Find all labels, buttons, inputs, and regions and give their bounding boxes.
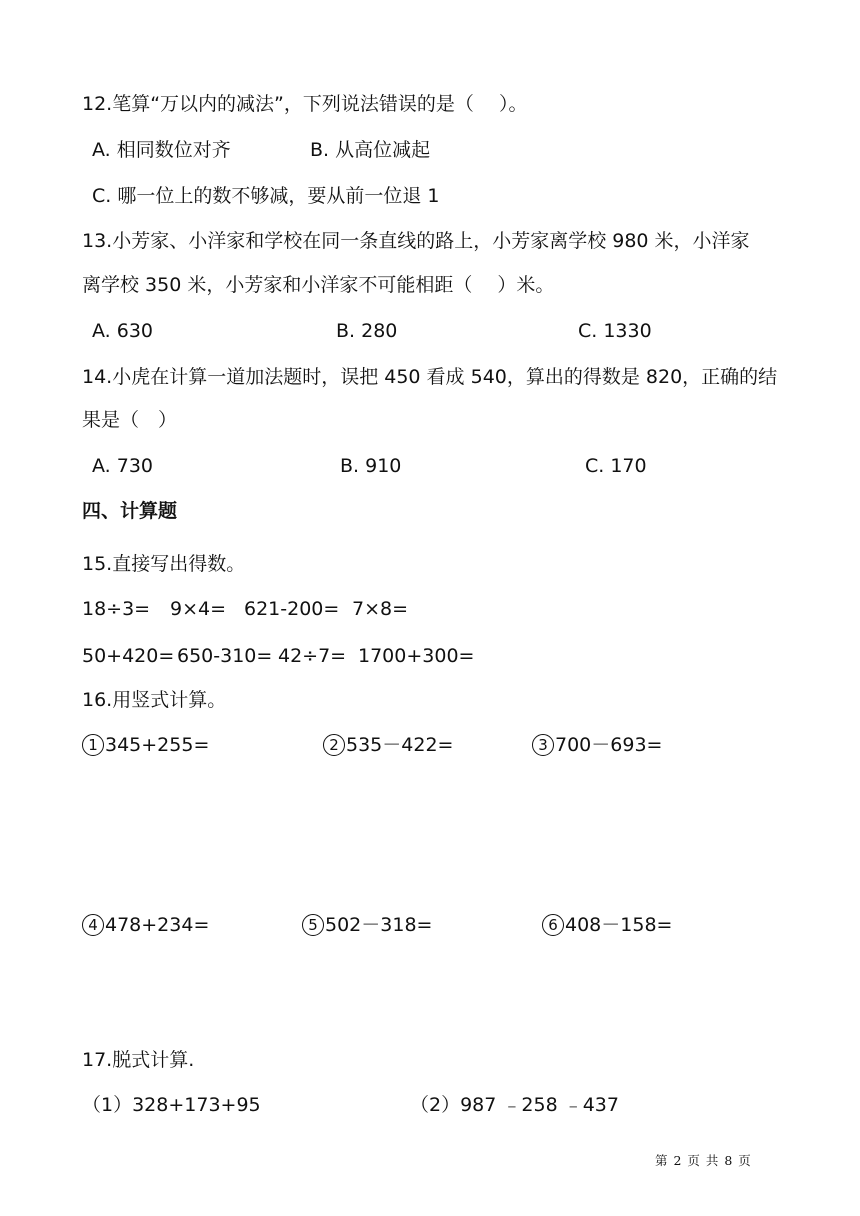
circled-number: 6 [542, 914, 564, 936]
vertical-calc-item [532, 733, 662, 757]
mental-math-item: 9×4= [170, 598, 227, 620]
step-calc-item-1: （1）328+173+95 [82, 1094, 261, 1116]
mental-math-item: 650-310= [177, 645, 273, 667]
mental-math-item: 621-200= [244, 598, 340, 620]
calc-expression: 408－158= [565, 914, 673, 936]
vertical-calc-item [82, 733, 209, 757]
question-13-option-a: A. 630 [92, 320, 154, 342]
mental-math-item: 18÷3= [82, 598, 151, 620]
circled-number: 3 [532, 734, 554, 756]
calc-expression: 478+234= [105, 914, 210, 936]
question-14-option-a: A. 730 [92, 455, 154, 477]
step-calc-item-2: （2）987 ﹣258 ﹣437 [410, 1094, 619, 1116]
mental-math-item: 42÷7= [278, 645, 347, 667]
page-number-footer: 第 2 页 共 8 页 [655, 1153, 752, 1168]
question-14-stem-line1: 14.小虎在计算一道加法题时，误把 450 看成 540，算出的得数是 820，正确的结 [82, 366, 778, 388]
mental-math-item: 50+420= [82, 645, 175, 667]
mental-math-item: 7×8= [352, 598, 409, 620]
vertical-calc-item [82, 913, 209, 937]
circled-number: 2 [323, 734, 345, 756]
vertical-calc-item [542, 913, 672, 937]
circled-number: 5 [302, 914, 324, 936]
question-16-stem: 16.用竖式计算。 [82, 689, 227, 711]
calc-expression: 345+255= [105, 734, 210, 756]
vertical-calc-item [302, 913, 432, 937]
mental-math-item: 1700+300= [358, 645, 475, 667]
question-12-option-c: C. 哪一位上的数不够减，要从前一位退 1 [92, 185, 440, 207]
calc-expression: 700－693= [555, 734, 663, 756]
question-14-option-c: C. 170 [585, 455, 647, 477]
section-heading: 四、计算题 [82, 500, 178, 522]
question-13-stem-line2: 离学校 350 米，小芳家和小洋家不可能相距（ ）米。 [82, 274, 555, 296]
question-12-stem: 12.笔算“万以内的减法”，下列说法错误的是（ ）。 [82, 93, 528, 115]
question-12-option-a: A. 相同数位对齐 [92, 139, 231, 161]
question-13-option-c: C. 1330 [578, 320, 652, 342]
question-13-option-b: B. 280 [336, 320, 398, 342]
question-17-stem: 17.脱式计算. [82, 1049, 195, 1071]
question-12-option-b: B. 从高位减起 [310, 139, 431, 161]
circled-number: 1 [82, 734, 104, 756]
vertical-calc-item [323, 733, 453, 757]
calc-expression: 502－318= [325, 914, 433, 936]
calc-expression: 535－422= [346, 734, 454, 756]
question-14-option-b: B. 910 [340, 455, 402, 477]
question-15-stem: 15.直接写出得数。 [82, 553, 246, 575]
question-13-stem-line1: 13.小芳家、小洋家和学校在同一条直线的路上，小芳家离学校 980 米，小洋家 [82, 230, 750, 252]
question-14-stem-line2: 果是（ ） [82, 409, 178, 431]
circled-number: 4 [82, 914, 104, 936]
